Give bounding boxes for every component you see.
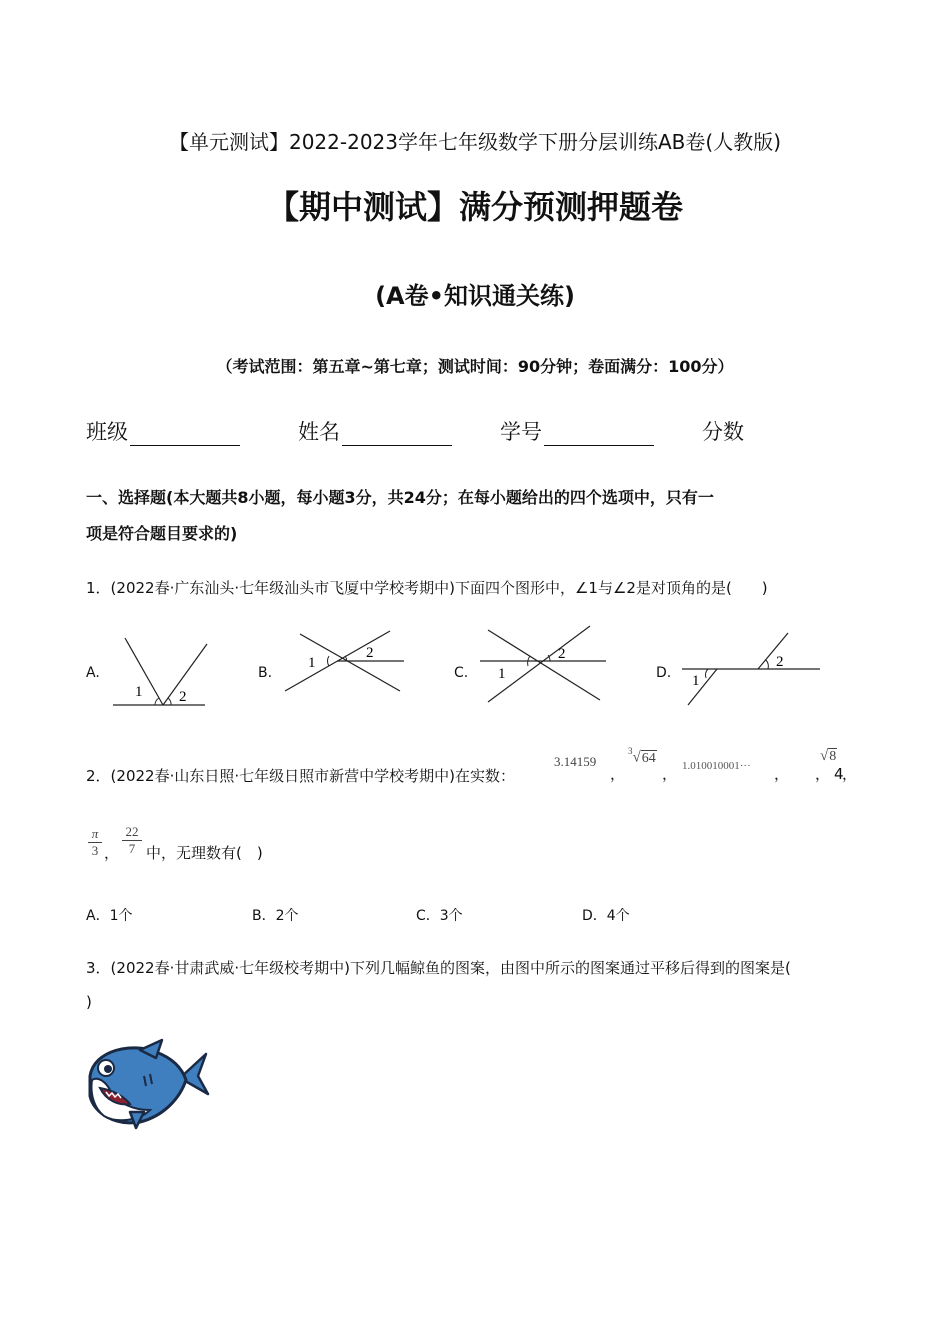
q2-number-1: 3.14159 bbox=[554, 754, 597, 769]
q2-comma-2: ， bbox=[662, 765, 678, 783]
q2-comma-1: ， bbox=[610, 765, 626, 783]
q2-pi-numerator: π bbox=[88, 826, 102, 843]
question-2-text: 2．(2022春·山东日照·七年级日照市新营中学校考期中)在实数： bbox=[86, 767, 515, 785]
q1-option-b-label[interactable]: B. bbox=[258, 665, 273, 681]
q1a-angle-2: 2 bbox=[179, 689, 187, 705]
question-3-line1: 3．(2022春·甘肃武威·七年级校考期中)下列几幅鲸鱼的图案，由图中所示的图案通过平移后得到的图案是( bbox=[86, 959, 791, 977]
q2-option-a[interactable]: A．1个 bbox=[86, 908, 133, 924]
q2-number-5: 4 bbox=[834, 765, 844, 783]
score-label: 分数 bbox=[702, 420, 744, 444]
q2-comma-6: ， bbox=[104, 844, 120, 862]
q1-figure-a bbox=[105, 630, 215, 715]
class-blank[interactable] bbox=[130, 423, 240, 446]
id-blank[interactable] bbox=[544, 423, 654, 446]
q2-comma-5: ， bbox=[842, 765, 858, 783]
q2-root-index: 3 bbox=[628, 746, 633, 756]
q2-comma-3: ， bbox=[774, 765, 790, 783]
id-field bbox=[500, 416, 654, 446]
q1c-angle-2: 2 bbox=[558, 646, 566, 662]
q2-sqrt: √8 bbox=[820, 748, 837, 764]
name-blank[interactable] bbox=[342, 423, 452, 446]
q1-option-c-label[interactable]: C. bbox=[454, 665, 469, 681]
q2-fraction-denominator: 7 bbox=[128, 841, 136, 856]
q1d-angle-1: 1 bbox=[692, 673, 700, 689]
name-label: 姓名 bbox=[298, 420, 340, 444]
paper-subtitle: 【单元测试】2022-2023学年七年级数学下册分层训练AB卷(人教版) bbox=[168, 130, 782, 154]
q2-tail: 中，无理数有( ) bbox=[146, 844, 263, 862]
q2-sqrt-radicand: 8 bbox=[829, 749, 837, 764]
paper-version: (A卷•知识通关练) bbox=[375, 282, 575, 310]
question-1-text: 1．(2022春·广东汕头·七年级汕头市飞厦中学校考期中)下面四个图形中，∠1与∠2是对顶角的是( ) bbox=[86, 579, 768, 597]
q1-option-a-label[interactable]: A. bbox=[86, 665, 100, 681]
q1-figure-c bbox=[478, 622, 608, 707]
q2-option-d[interactable]: D．4个 bbox=[582, 908, 630, 924]
q2-comma-4: ， bbox=[815, 765, 831, 783]
section-heading-line1: 一、选择题(本大题共8小题，每小题3分，共24分；在每小题给出的四个选项中，只有一 bbox=[86, 488, 714, 507]
q2-cube-root: $^3$√64 bbox=[628, 746, 656, 766]
q2-fraction-numerator: 22 bbox=[122, 824, 142, 841]
q2-fraction bbox=[122, 824, 142, 857]
class-field bbox=[86, 416, 240, 446]
q1b-angle-1: 1 bbox=[308, 655, 316, 671]
q2-pi-denominator: 3 bbox=[91, 843, 99, 858]
q2-root-radicand: 64 bbox=[641, 750, 656, 766]
q2-option-b[interactable]: B．2个 bbox=[252, 908, 299, 924]
q1b-angle-2: 2 bbox=[366, 645, 374, 661]
q2-option-c[interactable]: C．3个 bbox=[416, 908, 463, 924]
paper-title: 【期中测试】满分预测押题卷 bbox=[266, 188, 683, 226]
q1a-angle-1: 1 bbox=[135, 684, 143, 700]
section-heading-line2: 项是符合题目要求的) bbox=[86, 524, 238, 543]
q1-option-d-label[interactable]: D. bbox=[656, 665, 672, 681]
q1-figure-d bbox=[680, 628, 825, 710]
class-label: 班级 bbox=[86, 420, 128, 444]
q1-figure-b bbox=[282, 628, 407, 698]
score-field bbox=[702, 416, 744, 446]
q2-number-3: 1.010010001··· bbox=[682, 760, 751, 772]
question-3-line2: ) bbox=[86, 993, 92, 1011]
whale-pupil bbox=[104, 1065, 112, 1073]
q2-pi-fraction bbox=[88, 826, 102, 859]
q1d-angle-2: 2 bbox=[776, 654, 784, 670]
exam-scope: （考试范围：第五章~第七章；测试时间：90分钟；卷面满分：100分） bbox=[216, 357, 734, 376]
q1c-angle-1: 1 bbox=[498, 666, 506, 682]
name-field bbox=[298, 416, 452, 446]
whale-illustration bbox=[84, 1036, 214, 1131]
id-label: 学号 bbox=[500, 420, 542, 444]
